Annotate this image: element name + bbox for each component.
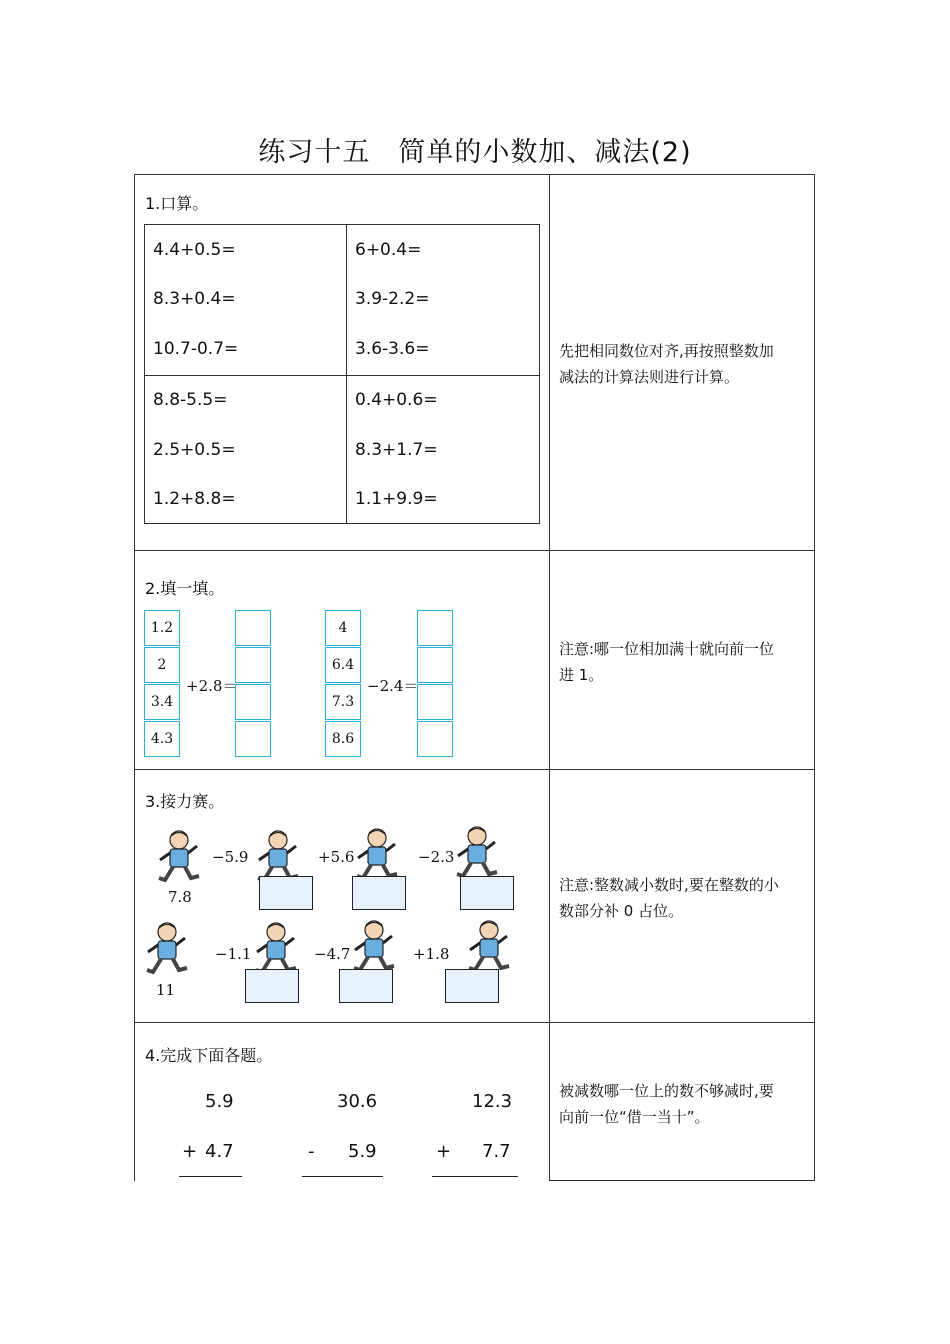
value-cell: 3.4 xyxy=(144,684,180,720)
relay-answer-box[interactable] xyxy=(352,876,406,910)
answer-box[interactable] xyxy=(417,610,453,646)
relay-answer-box[interactable] xyxy=(259,876,313,910)
q1-expr: 2.5+0.5= xyxy=(153,440,236,460)
value-cell: 2 xyxy=(144,647,180,683)
q4-tip: 被减数哪一位上的数不够减时,要 向前一位“借一当十”。 xyxy=(559,1082,774,1126)
page-title: 练习十五 简单的小数加、减法(2) xyxy=(258,137,692,168)
q1-expr: 0.4+0.6= xyxy=(355,390,438,410)
relay-operation: +5.6 xyxy=(318,848,355,866)
calc-bottom-number: 5.9 xyxy=(348,1141,377,1162)
runner-icon xyxy=(467,920,513,976)
calc-underline xyxy=(432,1176,518,1177)
q2-right-operation: −2.4＝ xyxy=(367,677,419,695)
value-cell: 4 xyxy=(325,610,361,646)
q1-expr: 3.6-3.6= xyxy=(355,339,430,359)
answer-box[interactable] xyxy=(235,647,271,683)
answer-box[interactable] xyxy=(417,721,453,757)
calc-top-number: 12.3 xyxy=(472,1091,513,1112)
relay-operation: −2.3 xyxy=(418,848,455,866)
q1-tip: 先把相同数位对齐,再按照整数加 减法的计算法则进行计算。 xyxy=(559,342,774,386)
q1-expr: 8.8-5.5= xyxy=(153,390,228,410)
relay-operation: −5.9 xyxy=(212,848,249,866)
answer-box[interactable] xyxy=(417,684,453,720)
answer-box[interactable] xyxy=(417,647,453,683)
value-cell: 7.3 xyxy=(325,684,361,720)
value-cell: 4.3 xyxy=(144,721,180,757)
answer-box[interactable] xyxy=(235,610,271,646)
calc-operator: + xyxy=(182,1141,198,1162)
calc-underline xyxy=(302,1176,383,1177)
value-cell: 6.4 xyxy=(325,647,361,683)
calc-operator: + xyxy=(436,1141,452,1162)
q1-expr: 8.3+0.4= xyxy=(153,289,236,309)
runner-icon xyxy=(157,830,203,886)
relay-start-value: 7.8 xyxy=(168,888,192,906)
relay-answer-box[interactable] xyxy=(460,876,514,910)
runner-icon xyxy=(145,922,191,978)
q1-expr: 3.9-2.2= xyxy=(355,289,430,309)
runner-icon xyxy=(455,826,501,882)
calc-operator: - xyxy=(308,1141,315,1162)
q2-left-operation: +2.8＝ xyxy=(186,677,238,695)
q1-expr: 4.4+0.5= xyxy=(153,240,236,260)
q1-expr: 10.7-0.7= xyxy=(153,339,239,359)
relay-operation: −4.7 xyxy=(314,945,351,963)
q1-expr: 1.1+9.9= xyxy=(355,489,438,509)
calc-top-number: 5.9 xyxy=(205,1091,234,1112)
calc-bottom-number: 7.7 xyxy=(482,1141,511,1162)
value-cell: 8.6 xyxy=(325,721,361,757)
relay-operation: −1.1 xyxy=(215,945,252,963)
q1-mental-math-grid xyxy=(144,224,540,524)
q1-expr: 1.2+8.8= xyxy=(153,489,236,509)
relay-operation: +1.8 xyxy=(413,945,450,963)
q2-tip: 注意:哪一位相加满十就向前一位 进 1。 xyxy=(559,640,775,684)
relay-answer-box[interactable] xyxy=(445,969,499,1003)
value-cell: 1.2 xyxy=(144,610,180,646)
relay-start-value: 11 xyxy=(156,981,176,999)
relay-answer-box[interactable] xyxy=(245,969,299,1003)
q1-expr: 6+0.4= xyxy=(355,240,422,260)
answer-box[interactable] xyxy=(235,684,271,720)
q2-heading: 2.填一填。 xyxy=(145,579,225,598)
q4-heading: 4.完成下面各题。 xyxy=(145,1046,273,1065)
answer-box[interactable] xyxy=(235,721,271,757)
calc-top-number: 30.6 xyxy=(337,1091,378,1112)
q1-heading: 1.口算。 xyxy=(145,194,209,213)
q1-expr: 8.3+1.7= xyxy=(355,440,438,460)
calc-underline xyxy=(179,1176,242,1177)
runner-icon xyxy=(352,920,398,976)
q3-tip: 注意:整数减小数时,要在整数的小 数部分补 0 占位。 xyxy=(559,876,779,920)
q3-heading: 3.接力赛。 xyxy=(145,792,225,811)
calc-bottom-number: 4.7 xyxy=(205,1141,234,1162)
relay-answer-box[interactable] xyxy=(339,969,393,1003)
